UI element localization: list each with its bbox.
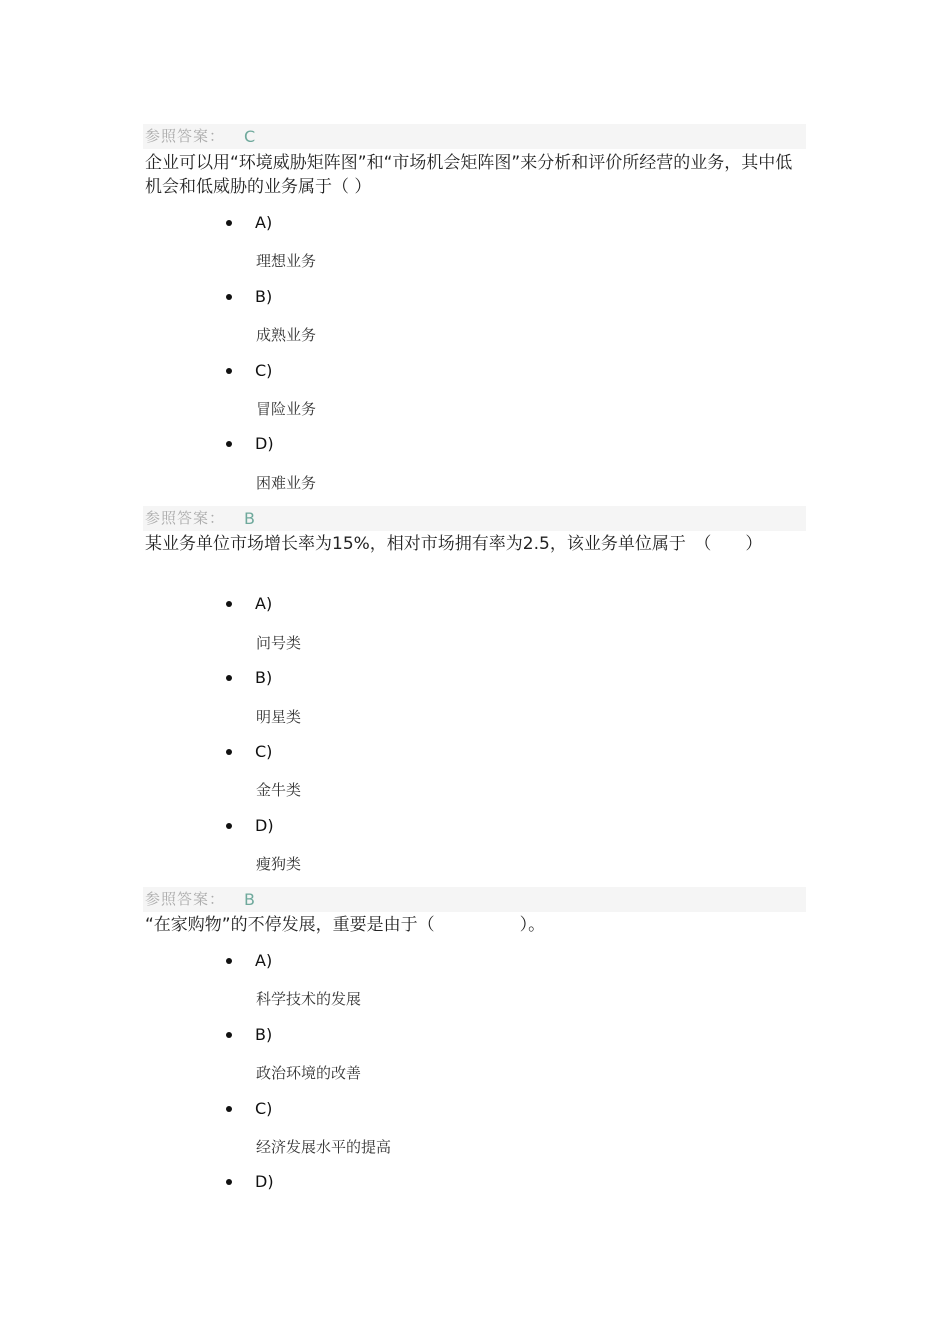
option-text: 问号类 — [256, 634, 302, 652]
bullet-icon — [226, 1106, 232, 1112]
option-letter: C) — [255, 361, 273, 380]
bullet-icon — [226, 958, 232, 964]
option-letter: A) — [255, 213, 273, 232]
answer-bar — [143, 506, 806, 531]
bullet-icon — [226, 1032, 232, 1038]
bullet-icon — [226, 368, 232, 374]
option-text: 经济发展水平的提高 — [256, 1138, 392, 1156]
answer-value: C — [244, 127, 256, 146]
option-text: 冒险业务 — [256, 400, 317, 418]
option-text: 理想业务 — [256, 252, 317, 270]
option-text: 瘦狗类 — [256, 855, 302, 873]
option-letter: C) — [255, 1099, 273, 1118]
bullet-icon — [226, 441, 232, 447]
bullet-icon — [226, 749, 232, 755]
bullet-icon — [226, 675, 232, 681]
option-text: 困难业务 — [256, 474, 317, 492]
answer-label: 参照答案： — [145, 890, 226, 908]
bullet-icon — [226, 220, 232, 226]
answer-label: 参照答案： — [145, 509, 226, 527]
question-text: 企业可以用“环境威胁矩阵图”和“市场机会矩阵图”来分析和评价所经营的业务，其中低机会和低威胁的业务属于（ ） — [145, 153, 793, 197]
bullet-icon — [226, 823, 232, 829]
option-letter: D) — [255, 816, 274, 835]
option-text: 政治环境的改善 — [256, 1064, 362, 1082]
answer-bar — [143, 887, 806, 912]
option-letter: B) — [255, 1025, 273, 1044]
question-text: 某业务单位市场增长率为15%，相对市场拥有率为2.5，该业务单位属于 （ ） — [145, 534, 763, 554]
option-letter: C) — [255, 742, 273, 761]
bullet-icon — [226, 1179, 232, 1185]
option-letter: B) — [255, 668, 273, 687]
answer-value: B — [244, 890, 255, 909]
bullet-icon — [226, 601, 232, 607]
option-letter: A) — [255, 594, 273, 613]
option-text: 成熟业务 — [256, 326, 317, 344]
option-letter: D) — [255, 434, 274, 453]
bullet-icon — [226, 294, 232, 300]
option-text: 金牛类 — [256, 781, 302, 799]
option-text: 明星类 — [256, 708, 302, 726]
answer-label: 参照答案： — [145, 127, 226, 145]
question-text: “在家购物”的不停发展，重要是由于（ ）。 — [145, 915, 546, 935]
option-text: 科学技术的发展 — [256, 990, 362, 1008]
answer-value: B — [244, 509, 255, 528]
option-letter: B) — [255, 287, 273, 306]
option-letter: D) — [255, 1172, 274, 1191]
answer-bar — [143, 124, 806, 149]
option-letter: A) — [255, 951, 273, 970]
